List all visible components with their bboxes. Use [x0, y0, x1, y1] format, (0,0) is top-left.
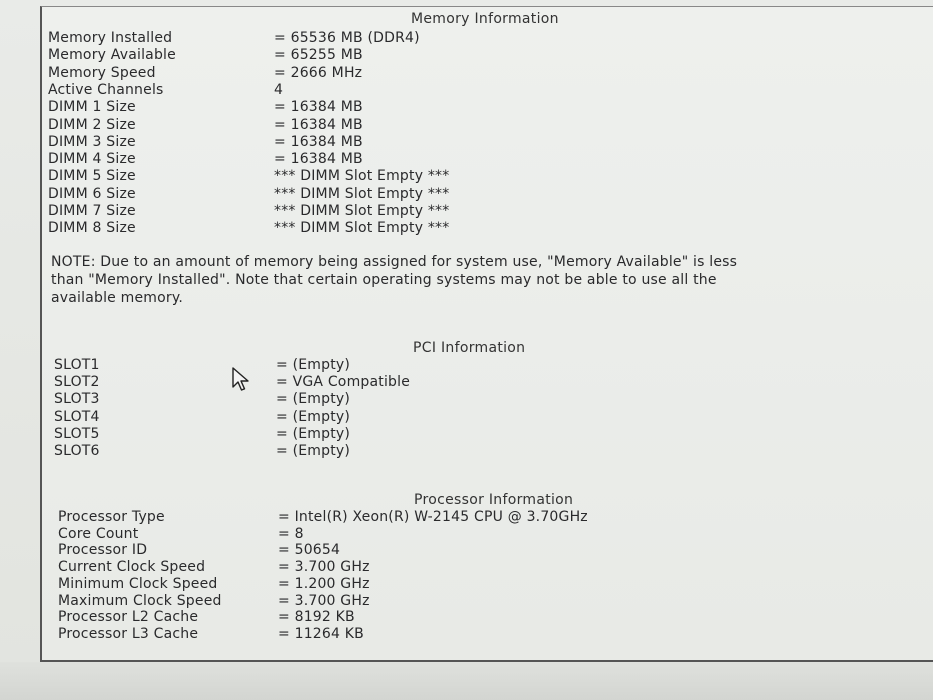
memory-info-row: [48, 186, 748, 203]
memory-info-value: = 65255 MB: [274, 47, 363, 64]
memory-info-row: [48, 30, 748, 47]
memory-info-row: [48, 65, 748, 82]
processor-info-row: [58, 609, 758, 626]
memory-info-label: DIMM 7 Size: [48, 203, 136, 219]
processor-section-title: Processor Information: [414, 492, 574, 508]
pci-info-label: SLOT6: [54, 443, 100, 459]
pci-info-label: SLOT1: [54, 357, 100, 373]
memory-info-label: DIMM 3 Size: [48, 133, 136, 150]
processor-info-value: = 8192 KB: [278, 609, 355, 626]
pci-info-row: [54, 426, 754, 443]
memory-info-row: [48, 151, 748, 168]
pci-info-value: = (Empty): [276, 391, 351, 408]
memory-info-value: = 16384 MB: [274, 151, 363, 168]
pci-info-value: = (Empty): [276, 357, 351, 373]
processor-info-label: Minimum Clock Speed: [58, 575, 218, 592]
processor-info-row: [58, 509, 758, 526]
processor-info-value: = 3.700 GHz: [278, 559, 370, 576]
pci-info-row: [54, 409, 754, 426]
memory-info-row: [48, 82, 748, 99]
processor-info-value: = 3.700 GHz: [278, 592, 370, 609]
memory-info-label: DIMM 8 Size: [48, 220, 136, 237]
memory-info-value: 4: [274, 81, 284, 98]
pci-info-label: SLOT4: [54, 408, 100, 425]
memory-info-value: *** DIMM Slot Empty ***: [274, 185, 450, 202]
processor-info-value: = 11264 KB: [278, 625, 364, 642]
memory-info-value: = 16384 MB: [274, 133, 363, 150]
memory-info-value: = 2666 MHz: [274, 64, 363, 81]
memory-info-value: = 16384 MB: [274, 99, 363, 116]
memory-info-label: Memory Speed: [48, 64, 156, 81]
memory-info-value: = 16384 MB: [274, 116, 363, 133]
processor-info-value: = 8: [278, 525, 304, 542]
processor-info-label: Core Count: [58, 525, 139, 542]
processor-info-value: = 1.200 GHz: [278, 575, 370, 592]
pci-info-value: = (Empty): [276, 443, 351, 459]
processor-info-row: [58, 542, 758, 559]
memory-info-label: Memory Available: [48, 47, 176, 64]
memory-info-label: Active Channels: [48, 81, 164, 98]
memory-section-title: Memory Information: [411, 11, 559, 27]
memory-info-value: *** DIMM Slot Empty ***: [274, 168, 450, 185]
processor-info-row: [58, 559, 758, 576]
memory-note: [51, 253, 851, 307]
pci-info-label: SLOT3: [54, 391, 100, 408]
memory-info-row: [48, 220, 748, 237]
memory-info-label: Memory Installed: [48, 30, 173, 46]
pci-info-label: SLOT5: [54, 425, 100, 442]
processor-info-row: [58, 576, 758, 593]
processor-info-label: Processor L3 Cache: [58, 625, 199, 642]
memory-info-row: [48, 99, 748, 116]
memory-info-label: DIMM 1 Size: [48, 99, 136, 116]
memory-info-row: [48, 47, 748, 64]
mouse-pointer-icon: [232, 367, 252, 393]
memory-note-line-1: NOTE: Due to an amount of memory being assigned for system use, "Memory Available" is less: [51, 254, 738, 270]
memory-info-value: *** DIMM Slot Empty ***: [274, 203, 450, 219]
processor-info-row: [58, 593, 758, 610]
pci-info-row: [54, 357, 754, 374]
memory-info-label: DIMM 5 Size: [48, 168, 136, 185]
memory-info-row: [48, 203, 748, 220]
memory-note-line-2: than "Memory Installed". Note that certain operating systems may not be able to use all the: [51, 272, 717, 288]
memory-info-value: = 65536 MB (DDR4): [274, 30, 420, 46]
memory-info-row: [48, 134, 748, 151]
processor-info-row: [58, 626, 758, 643]
memory-info-row: [48, 168, 748, 185]
processor-info-row: [58, 526, 758, 543]
bottom-strip: [0, 662, 933, 700]
pci-info-label: SLOT2: [54, 374, 100, 391]
processor-info-label: Processor ID: [58, 542, 148, 559]
memory-info-row: [48, 117, 748, 134]
pci-info-value: = (Empty): [276, 425, 351, 442]
memory-info-label: DIMM 2 Size: [48, 116, 136, 133]
memory-info-label: DIMM 6 Size: [48, 185, 136, 202]
pci-section-title: PCI Information: [413, 340, 526, 356]
memory-info-value: *** DIMM Slot Empty ***: [274, 220, 450, 237]
processor-info-label: Processor Type: [58, 509, 165, 525]
pci-info-value: = (Empty): [276, 408, 351, 425]
processor-info-label: Maximum Clock Speed: [58, 592, 222, 609]
pci-info-row: [54, 374, 754, 391]
pci-info-row: [54, 443, 754, 460]
processor-info-label: Current Clock Speed: [58, 559, 206, 576]
processor-info-value: = 50654: [278, 542, 341, 559]
memory-note-line-3: available memory.: [51, 290, 183, 306]
processor-info-label: Processor L2 Cache: [58, 609, 199, 626]
memory-info-label: DIMM 4 Size: [48, 151, 136, 168]
processor-info-value: = Intel(R) Xeon(R) W-2145 CPU @ 3.70GHz: [278, 509, 588, 525]
pci-info-row: [54, 391, 754, 408]
pci-info-value: = VGA Compatible: [276, 374, 411, 391]
